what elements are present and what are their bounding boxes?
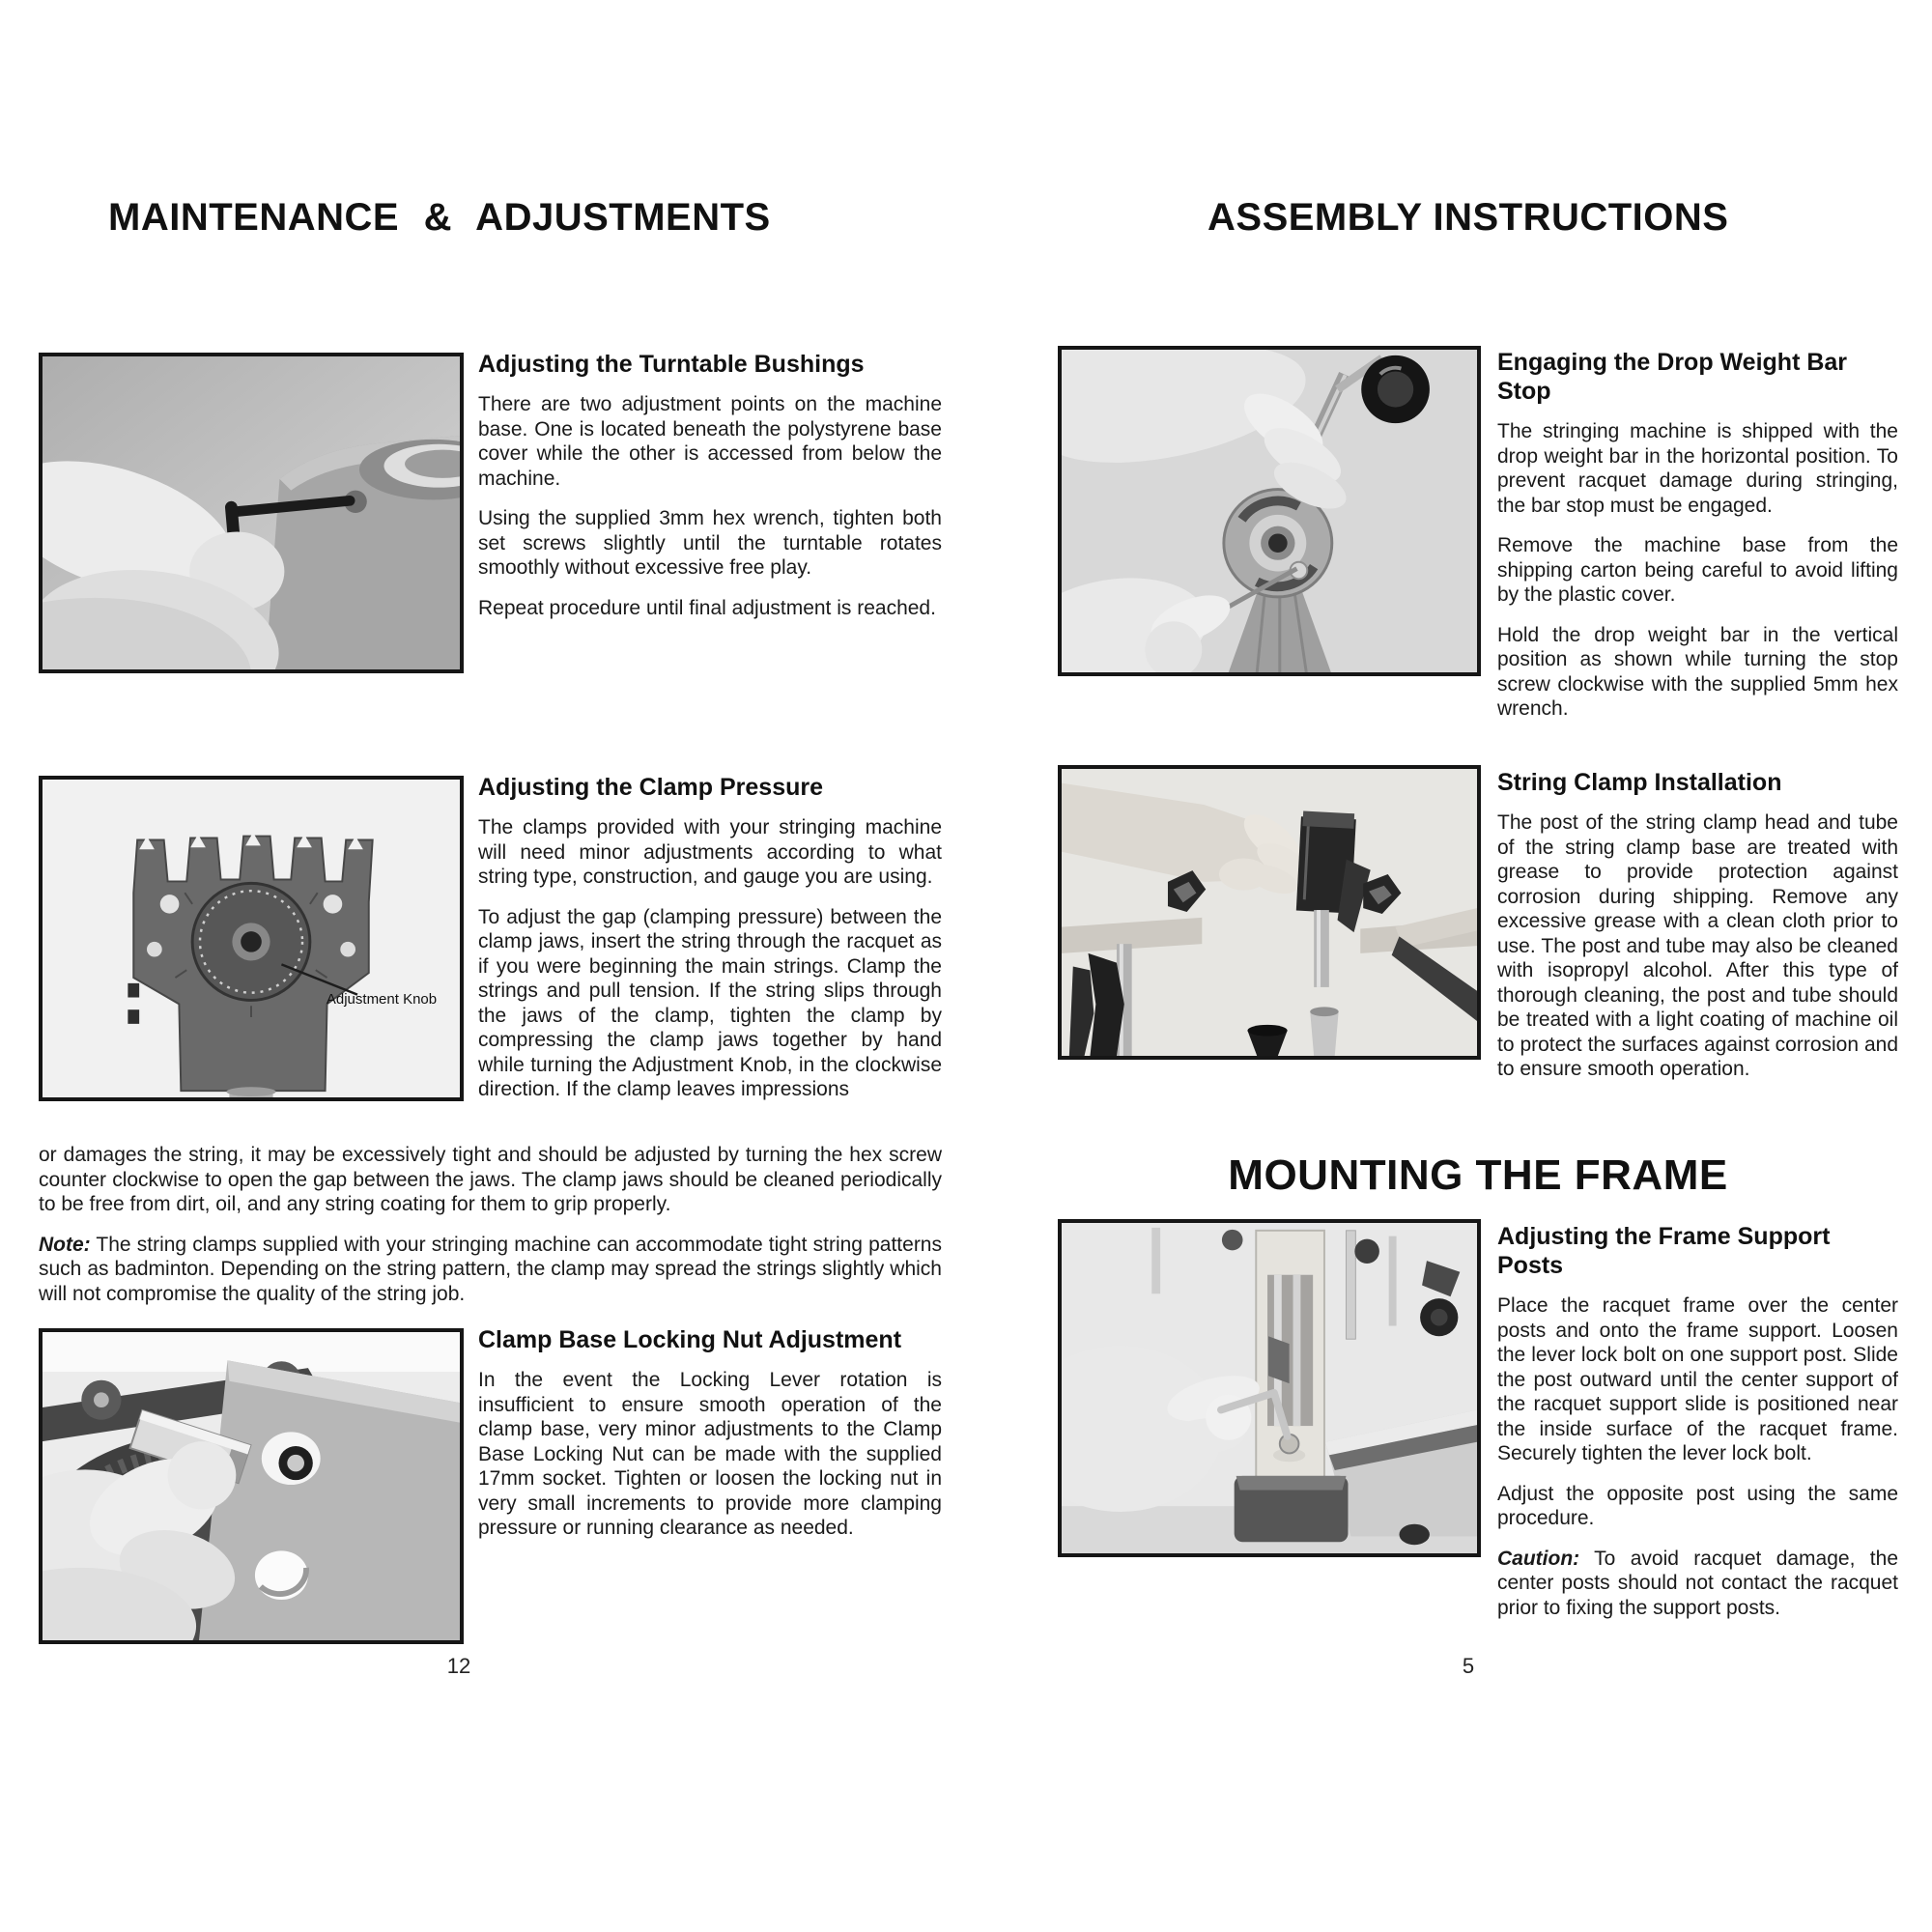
paragraph: Place the racquet frame over the center posts and onto the frame support. Loosen the lever lock bolt on one support post. Slide the post outward until the center support of the racquet support slide is positioned near the inside surface of the racquet frame. Securely tighten the lever lock bolt. — [1497, 1294, 1898, 1464]
figure-callout-adjustment-knob: Adjustment Knob — [326, 991, 438, 1008]
paragraph: Hold the drop weight bar in the vertical position as shown while turning the stop screw clockwise with the supplied 5mm hex wrench. — [1497, 623, 1898, 720]
paragraph: Remove the machine base from the shipping carton being careful to avoid lifting by the plastic cover. — [1497, 534, 1898, 606]
paragraph: The post of the string clamp head and tube of the string clamp base are treated with grease to provide protection against corrosion during shipping. Remove any excessive grease with a clean cloth prior to use. The post and tube may also be cleaned with isopropyl alcohol. After this type of thorough cleaning, the post and tube should be treated with a light coating of machine oil to protect the surfaces against corrosion and to ensure smooth operation. — [1497, 811, 1898, 1080]
note-label: Note: — [39, 1233, 91, 1256]
drop-weight-bar-illustration — [1062, 350, 1477, 672]
section-drop-weight-bar-stop — [1497, 348, 1898, 737]
paragraph: or damages the string, it may be excessively tight and should be adjusted by turning the hex screw counter clockwise to open the gap between the jaws. The clamp jaws should be cleaned periodically to be free from dirt, oil, and any string coating for them to grip properly. — [39, 1144, 942, 1215]
paragraph: There are two adjustment points on the machine base. One is located beneath the polystyrene base cover while the other is accessed from below the machine. — [478, 393, 942, 490]
paragraph: The clamps provided with your stringing machine will need minor adjustments according to what string type, construction, and gauge you are using. — [478, 816, 942, 888]
caution-text: To avoid racquet damage, the center posts should not contact the racquet prior to fixing the support posts. — [1497, 1547, 1898, 1619]
figure-locking-nut-photo — [39, 1328, 464, 1644]
figure-string-clamp-installation-photo — [1058, 765, 1481, 1060]
figure-turntable-bushing-photo — [39, 353, 464, 673]
section-clamp-pressure — [478, 773, 942, 1118]
section-locking-nut — [478, 1325, 942, 1556]
section-heading: Adjusting the Clamp Pressure — [478, 774, 824, 801]
section-turntable-bushings — [478, 350, 942, 636]
paragraph: To adjust the gap (clamping pressure) between the clamp jaws, insert the string through the racquet as if you were beginning the main strings. Clamp the strings and pull tension. If the string slips through the jaws of the clamp, tighten the clamp by compressing the clamp jaws together by hand while turning the Adjustment Knob, in the clockwise direction. If the clamp leaves impressions — [478, 905, 942, 1100]
paragraph: Adjust the opposite post using the same procedure. — [1497, 1482, 1898, 1529]
section-heading: String Clamp Installation — [1497, 769, 1782, 796]
figure-drop-weight-bar-photo — [1058, 346, 1481, 676]
figure-clamp-adjustment-knob-photo — [39, 776, 464, 1101]
caution-paragraph — [1497, 1547, 1898, 1621]
paragraph: The stringing machine is shipped with the drop weight bar in the horizontal position. To prevent racquet damage during stringing, the bar stop must be engaged. — [1497, 420, 1898, 517]
note-paragraph — [39, 1233, 942, 1307]
right-page-title: ASSEMBLY INSTRUCTIONS — [1208, 196, 1729, 239]
right-page-number: 5 — [1462, 1654, 1475, 1678]
clamp-pressure-continuation — [39, 1143, 942, 1321]
locking-nut-illustration — [43, 1332, 460, 1640]
left-page-title: MAINTENANCE & ADJUSTMENTS — [108, 196, 771, 239]
hex-wrench-base-photo-illustration — [43, 356, 460, 669]
section-heading: Adjusting the Frame Support Posts — [1497, 1223, 1831, 1279]
section-string-clamp-installation — [1497, 768, 1898, 1097]
section-frame-support-posts — [1497, 1222, 1898, 1635]
paragraph: Repeat procedure until final adjustment is reached. — [478, 596, 936, 619]
clamp-head-illustration — [43, 780, 460, 1097]
caution-label: Caution: — [1497, 1547, 1580, 1570]
section-heading: Engaging the Drop Weight Bar Stop — [1497, 349, 1848, 405]
figure-frame-support-post-photo — [1058, 1219, 1481, 1557]
note-text: The string clamps supplied with your stringing machine can accommodate tight string patterns such as badminton. Depending on the string pattern, the clamp may spread the strings slightly which will not compromise the quality of the string job. — [39, 1233, 942, 1305]
section-heading: Adjusting the Turntable Bushings — [478, 351, 865, 378]
frame-support-post-illustration — [1062, 1223, 1477, 1553]
paragraph: In the event the Locking Lever rotation is insufficient to ensure smooth operation of the clamp base, very minor adjustments to the Clamp Base Locking Nut can be made with the supplied 17mm socket. Tighten or loosen the locking nut in very small increments to provide more clamping pressure or running clearance as needed. — [478, 1369, 942, 1539]
left-page-number: 12 — [446, 1654, 471, 1678]
paragraph: Using the supplied 3mm hex wrench, tighten both set screws slightly until the turntable rotates smoothly without excessive free play. — [478, 507, 942, 579]
mounting-the-frame-title: MOUNTING THE FRAME — [1228, 1151, 1728, 1199]
string-clamp-illustration — [1062, 769, 1477, 1056]
section-heading: Clamp Base Locking Nut Adjustment — [478, 1326, 902, 1353]
